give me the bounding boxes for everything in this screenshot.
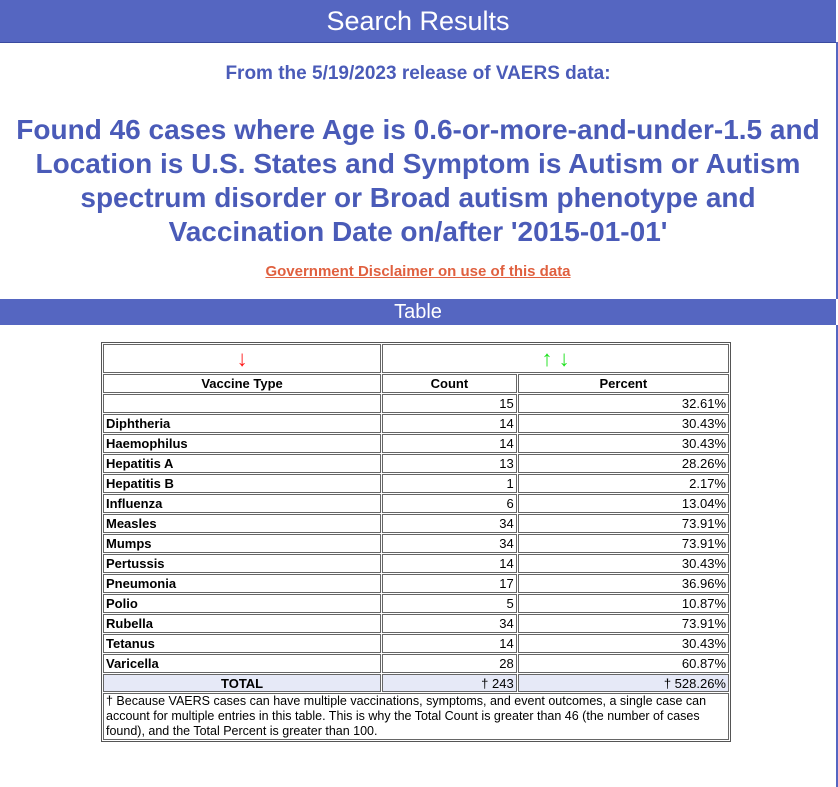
percent-cell: 30.43% bbox=[518, 414, 729, 433]
table-row bbox=[103, 514, 729, 533]
table-row bbox=[103, 634, 729, 653]
total-label: TOTAL bbox=[103, 674, 381, 692]
vaccine-type-cell: Mumps bbox=[103, 534, 381, 553]
sort-count-percent-cell bbox=[382, 344, 729, 373]
percent-cell: 10.87% bbox=[518, 594, 729, 613]
percent-cell: 73.91% bbox=[518, 534, 729, 553]
percent-cell: 30.43% bbox=[518, 554, 729, 573]
disclaimer-container bbox=[0, 263, 836, 280]
count-cell: 14 bbox=[382, 434, 517, 453]
government-disclaimer-link[interactable]: Government Disclaimer on use of this data bbox=[265, 263, 571, 280]
table-row bbox=[103, 574, 729, 593]
sort-vaccine-type-cell bbox=[103, 344, 381, 373]
count-cell: 14 bbox=[382, 554, 517, 573]
count-cell: 34 bbox=[382, 614, 517, 633]
vaccine-type-cell: Measles bbox=[103, 514, 381, 533]
vaccine-type-cell: Diphtheria bbox=[103, 414, 381, 433]
percent-cell: 2.17% bbox=[518, 474, 729, 493]
vaccine-type-cell: Tetanus bbox=[103, 634, 381, 653]
percent-cell: 36.96% bbox=[518, 574, 729, 593]
table-section-banner bbox=[0, 299, 836, 325]
column-header-percent: Percent bbox=[518, 374, 729, 393]
percent-cell: 32.61% bbox=[518, 394, 729, 413]
percent-cell: 60.87% bbox=[518, 654, 729, 673]
sort-arrows-row bbox=[103, 344, 729, 373]
results-table bbox=[101, 342, 731, 742]
search-results-banner bbox=[0, 0, 836, 43]
table-header-row bbox=[103, 374, 729, 393]
vaccine-type-cell: Rubella bbox=[103, 614, 381, 633]
count-cell: 15 bbox=[382, 394, 517, 413]
count-cell: 13 bbox=[382, 454, 517, 473]
percent-cell: 30.43% bbox=[518, 434, 729, 453]
table-row bbox=[103, 534, 729, 553]
percent-cell: 13.04% bbox=[518, 494, 729, 513]
percent-cell: 28.26% bbox=[518, 454, 729, 473]
sort-down-arrow-icon[interactable]: ↓ bbox=[236, 345, 248, 371]
vaccine-type-cell: Pneumonia bbox=[103, 574, 381, 593]
table-row bbox=[103, 654, 729, 673]
column-header-count: Count bbox=[382, 374, 517, 393]
vaccine-type-cell: Influenza bbox=[103, 494, 381, 513]
vaccine-type-cell: Pertussis bbox=[103, 554, 381, 573]
vaccine-type-cell: Haemophilus bbox=[103, 434, 381, 453]
count-cell: 34 bbox=[382, 534, 517, 553]
table-row bbox=[103, 594, 729, 613]
percent-cell: 73.91% bbox=[518, 614, 729, 633]
count-cell: 14 bbox=[382, 634, 517, 653]
sort-down-arrow-icon[interactable]: ↓ bbox=[558, 345, 570, 371]
percent-cell: 30.43% bbox=[518, 634, 729, 653]
count-cell: 5 bbox=[382, 594, 517, 613]
vaccine-type-cell: Hepatitis B bbox=[103, 474, 381, 493]
table-row bbox=[103, 454, 729, 473]
vaccine-type-cell: Varicella bbox=[103, 654, 381, 673]
vaccine-type-cell bbox=[103, 394, 381, 413]
total-percent: † 528.26% bbox=[518, 674, 729, 692]
count-cell: 34 bbox=[382, 514, 517, 533]
count-cell: 17 bbox=[382, 574, 517, 593]
table-row bbox=[103, 554, 729, 573]
table-row bbox=[103, 394, 729, 413]
count-cell: 28 bbox=[382, 654, 517, 673]
section-title: Table bbox=[394, 301, 442, 323]
percent-cell: 73.91% bbox=[518, 514, 729, 533]
count-cell: 14 bbox=[382, 414, 517, 433]
vaccine-type-cell: Hepatitis A bbox=[103, 454, 381, 473]
table-row bbox=[103, 494, 729, 513]
table-row bbox=[103, 614, 729, 633]
results-summary-heading: Found 46 cases where Age is 0.6-or-more-and-under-1.5 and Location is U.S. States and Symptom is Autism or Autism spectrum disorder or Broad autism phenotype and Vaccination Date on/after '2015-01-01' bbox=[16, 114, 820, 247]
page-title: Search Results bbox=[326, 6, 510, 36]
total-row bbox=[103, 674, 729, 692]
count-cell: 6 bbox=[382, 494, 517, 513]
column-header-vaccine-type: Vaccine Type bbox=[103, 374, 381, 393]
table-row bbox=[103, 434, 729, 453]
release-heading: From the 5/19/2023 release of VAERS data: bbox=[225, 63, 611, 84]
footnote-row bbox=[103, 693, 729, 740]
total-count: † 243 bbox=[382, 674, 517, 692]
vaccine-type-cell: Polio bbox=[103, 594, 381, 613]
footnote-text: † Because VAERS cases can have multiple vaccinations, symptoms, and event outcomes, a single case can account for multiple entries in this table. This is why the Total Count is greater than 46 (the number of cases found), and the Total Percent is greater than 100. bbox=[103, 693, 729, 740]
table-row bbox=[103, 474, 729, 493]
sort-up-arrow-icon[interactable]: ↑ bbox=[541, 345, 553, 371]
count-cell: 1 bbox=[382, 474, 517, 493]
table-body bbox=[103, 394, 729, 673]
table-row bbox=[103, 414, 729, 433]
